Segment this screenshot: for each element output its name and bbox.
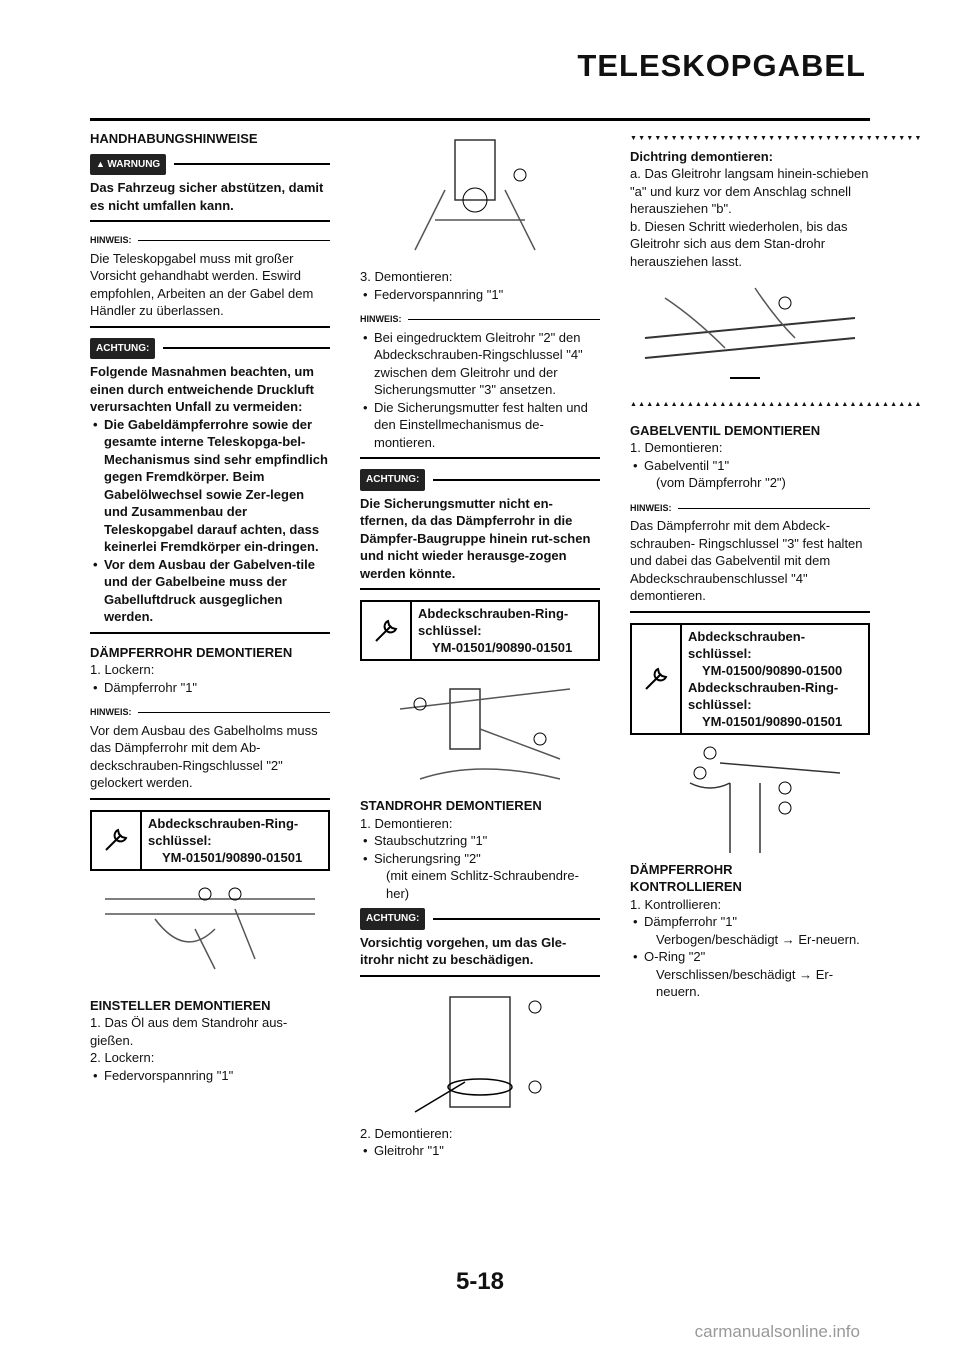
note-bullet: • Die Sicherungsmutter fest halten und den Einstellmechanismus de-montieren. [374,399,600,452]
step-bullet: • Dämpferrohr "1" [644,913,870,931]
wrench-icon [92,812,142,869]
page-number: 5-18 [455,1268,505,1295]
step-result: Verschlissen/beschädigt → Er-neuern. [656,966,834,999]
step-bullet: • Gleitrohr "1" [374,1142,600,1160]
step-bullet: • Gabelventil "1" [644,457,870,475]
caution-list [90,416,330,626]
caution-badge: ACHTUNG: [360,469,425,491]
note-text: Vor dem Ausbau des Gabelholms muss das Dämpferrohr mit dem Ab-deckschrauben-Ringschlussel "2" gelockert werden. [90,722,318,790]
warning-header [90,154,330,176]
step: 1. Das Öl aus dem Standrohr aus-gießen. [90,1015,288,1048]
heading-gabelventil: GABELVENTIL DEMONTIEREN [630,422,821,438]
caution-header [90,338,330,360]
fork-illustration [395,130,565,260]
step-note: (vom Dämpferrohr "2") [656,475,786,490]
note-bullet: • Bei eingedrucktem Gleitrohr "2" den Abdeckschrauben-Ringschlussel "4" zwischen dem Gleitrohr und der Sicherungsmutter "3" ansetzen. [374,329,600,399]
step: 1. Lockern: [90,662,155,677]
warning-badge: ▲ WARNUNG [90,154,166,176]
note-header: HINWEIS: [630,500,870,518]
section-start-marker: ▼▼▼▼▼▼▼▼▼▼▼▼▼▼▼▼▼▼▼▼▼▼▼▼▼▼▼▼▼▼▼▼▼▼▼▼ [630,135,923,142]
tool-box: Abdeckschrauben-Ring- schlüssel: YM-01501/90890-01501 [360,600,600,661]
header-rule [90,118,870,121]
section-end-marker: ▲▲▲▲▲▲▲▲▲▲▲▲▲▲▲▲▲▲▲▲▲▲▲▲▲▲▲▲▲▲▲▲▲▲▲▲ [630,401,923,408]
caution-badge: ACHTUNG: [90,338,155,360]
caution-text: Vorsichtig vorgehen, um das Gle-itrohr nicht zu beschädigen. [360,934,567,967]
caution-badge: ACHTUNG: [360,908,425,930]
caution-item: • Die Gabeldämpferrohre sowie der gesamte interne Teleskopga-bel- Mechanismus sind sehr empfindlich gegen Fremdkörper. Beim Gabelölwechsel sowie Zer-legen und Zusammenbau der Teleskopgabel darauf achten, dass keinerlei Fremdkörper ein-dringen. [104,416,330,556]
note-header: HINWEIS: [90,232,330,250]
wrench-icon [362,602,412,659]
step: 1. Demontieren: [360,815,453,831]
page-title: TELESKOPGABEL [577,48,866,83]
step: 1. Kontrollieren: [630,896,722,912]
heading-handhabungshinweise: HANDHABUNGSHINWEISE [90,131,258,146]
step-bullet: • Federvorspannring "1" [104,1067,330,1085]
tool-box: Abdeckschrauben-Ring- schlüssel: YM-01501/90890-01501 [90,810,330,871]
fork-illustration [405,987,555,1117]
warning-text: Das Fahrzeug sicher abstützen, damit es nicht umfallen kann. [90,180,324,213]
fork-illustration [635,278,865,388]
step-bullet: • Staubschutzring "1" [374,832,600,850]
note-header: HINWEIS: [360,311,600,329]
fork-illustration [650,743,850,853]
caution-text: Die Sicherungsmutter nicht en-tfernen, da das Dämpferrohr in die Dämpfer-Baugruppe hinein rut-schen und nicht wieder herausge-zogen werden könnte. [360,495,591,581]
wrench-icon [632,625,682,733]
note-text: Die Teleskopgabel muss mit großer Vorsicht gehandhabt werden. Eswird empfohlen, Arbeiten an der Gabel dem Händler zu überlassen. [90,250,314,318]
heading-standrohr-demontieren: STANDROHR DEMONTIEREN [360,798,542,813]
note-header: HINWEIS: [90,704,330,722]
column-1 [90,130,330,1084]
step-bullet: • Dämpferrohr "1" [104,679,330,697]
step-result: Verbogen/beschädigt → Er-neuern. [656,931,860,947]
heading-daempferrohr-demontieren: DÄMPFERROHR DEMONTIEREN [90,644,293,660]
caution-item: • Vor dem Ausbau der Gabelven-tile und der Gabelbeine muss der Gabelluftdruck ausgeglichen werden. [104,556,330,626]
step: a. Das Gleitrohr langsam hinein-schieben "a" und kurz vor dem Anschlag schnell herausziehen "b". [630,166,869,216]
caution-header [360,469,600,491]
fork-illustration [95,879,325,989]
fork-illustration [380,669,580,789]
note-text: Das Dämpferrohr mit dem Abdeck-schrauben- Ringschlussel "3" fest halten und dabei das Gabelventil mit dem Abdeckschraubenschlussel "4" demontieren. [630,518,863,603]
subheading-dichtring: Dichtring demontieren: [630,148,774,164]
heading-daempferrohr-kontrollieren: DÄMPFERROHR KONTROLLIEREN [630,861,742,894]
heading-einsteller-demontieren: EINSTELLER DEMONTIEREN [90,997,271,1013]
step-bullet: • Federvorspannring "1" [374,286,600,304]
step: b. Diesen Schritt wiederholen, bis das Gleitrohr sich aus dem Stan-drohr herausziehen lasst. [630,218,848,269]
caution-header [360,908,600,930]
step: 2. Demontieren: [360,1125,453,1141]
step: 3. Demontieren: [360,269,453,284]
step: 1. Demontieren: [630,440,723,455]
step: 2. Lockern: [90,1050,155,1065]
column-2 [360,130,600,1160]
watermark: carmanualsonline.info [694,1322,860,1341]
step-note: (mit einem Schlitz-Schraubendre-her) [386,868,579,901]
tool-box: Abdeckschrauben- schlüssel: YM-01500/90890-01500 Abdeckschrauben-Ring- schlüssel: YM-01501/90890-01501 [630,623,870,735]
step-bullet: • O-Ring "2" [644,948,870,966]
column-3 [630,130,923,1001]
caution-intro: Folgende Masnahmen beachten, um einen durch entweichende Druckluft verursachten Unfall zu vermeiden: [90,364,314,414]
step-bullet: • Sicherungsring "2" [374,850,600,868]
